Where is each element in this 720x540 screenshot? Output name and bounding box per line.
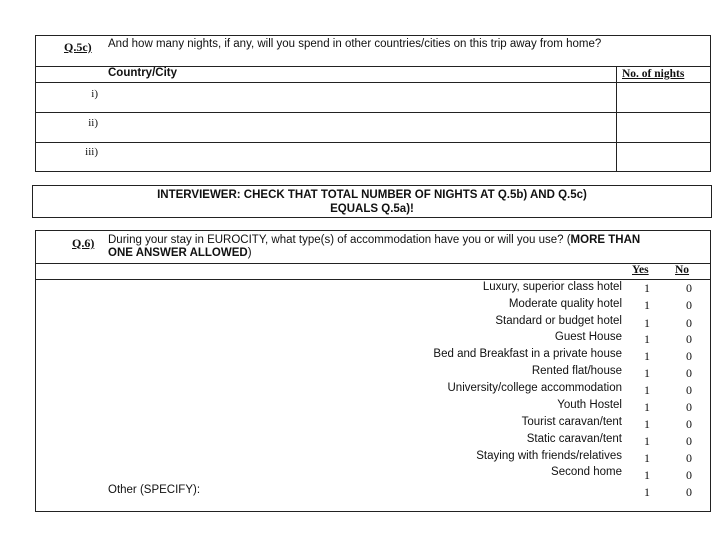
q6-question-bold-2: ONE ANSWER ALLOWED [108,247,248,259]
q6-option-no-code[interactable]: 0 [686,281,692,295]
q6-other-no-code[interactable]: 0 [686,485,692,499]
q6-option-yes-code[interactable]: 1 [644,434,650,448]
q6-option-label: Static caravan/tent [526,433,622,445]
q6-option-no-code[interactable]: 0 [686,434,692,448]
q6-question-label: Q.6) [72,236,95,250]
q6-option-no-code[interactable]: 0 [686,366,692,380]
q5c-nights-input-ii[interactable] [618,114,708,140]
q5c-country-input-ii[interactable] [100,114,612,140]
q6-option-label: Rented flat/house [531,365,622,377]
interviewer-instruction-line-1: INTERVIEWER: CHECK THAT TOTAL NUMBER OF NIGHTS AT Q.5b) AND Q.5c) [157,189,587,201]
q6-subheader-divider [35,279,711,280]
q6-option-yes-code[interactable]: 1 [644,349,650,363]
q6-option-label: Moderate quality hotel [508,298,622,310]
q5c-question-text: And how many nights, if any, will you spend in other countries/cities on this trip away from home? [108,38,602,50]
q6-option-label: Staying with friends/relatives [476,450,622,462]
q5c-country-input-i[interactable] [100,84,612,110]
q6-option-no-code[interactable]: 0 [686,316,692,330]
q6-question-end: ) [247,247,252,259]
q6-option-yes-code[interactable]: 1 [644,332,650,346]
q6-option-label: Bed and Breakfast in a private house [433,348,622,360]
q5c-country-input-iii[interactable] [100,144,612,170]
q5c-nights-column-header-text: No. of nights [622,68,685,80]
q6-question-plain: During your stay in EUROCITY, what type(s) of accommodation have you or will you use? ( [108,234,571,246]
q6-option-yes-code[interactable]: 1 [644,366,650,380]
q6-option-label: University/college accommodation [447,382,622,394]
q6-option-yes-code[interactable]: 1 [644,417,650,431]
q5c-row-label-i: i) [91,88,98,100]
q6-option-label: Guest House [554,331,622,343]
interviewer-instruction-line-2: EQUALS Q.5a)! [330,203,414,215]
q6-option-yes-code[interactable]: 1 [644,281,650,295]
q5c-row-label-iii: iii) [85,146,98,158]
q6-other-label: Other (SPECIFY): [108,484,201,496]
q5c-row-divider-3 [35,142,711,143]
q6-question-bold-1: MORE THAN [570,234,641,246]
q6-option-no-code[interactable]: 0 [686,451,692,465]
q6-option-no-code[interactable]: 0 [686,332,692,346]
q6-other-yes-code[interactable]: 1 [644,485,650,499]
q5c-row-label-ii: ii) [88,117,98,129]
q5c-nights-column-header [622,68,684,80]
q6-header-divider [35,263,711,264]
q5c-question-label: Q.5c) [64,40,92,54]
q5c-row-divider-2 [35,112,711,113]
q6-option-label: Standard or budget hotel [495,315,622,327]
q6-option-yes-code[interactable]: 1 [644,468,650,482]
q6-option-no-code[interactable]: 0 [686,298,692,312]
q6-option-label: Second home [551,466,622,478]
q6-option-no-code[interactable]: 0 [686,400,692,414]
q6-option-no-code[interactable]: 0 [686,468,692,482]
q6-option-yes-code[interactable]: 1 [644,400,650,414]
q5c-column-divider [616,66,617,172]
q5c-country-column-header: Country/City [108,67,177,79]
q6-no-column-header: No [675,264,690,276]
q6-option-yes-code[interactable]: 1 [644,451,650,465]
q6-other-specify-input[interactable] [210,482,620,500]
q6-option-yes-code[interactable]: 1 [644,298,650,312]
q5c-row-divider-1 [35,82,711,83]
q6-option-label: Tourist caravan/tent [521,416,622,428]
q6-option-no-code[interactable]: 0 [686,417,692,431]
q5c-nights-input-i[interactable] [618,84,708,110]
q6-option-no-code[interactable]: 0 [686,383,692,397]
q6-option-no-code[interactable]: 0 [686,349,692,363]
q6-option-label: Luxury, superior class hotel [482,281,622,293]
q6-yes-column-header: Yes [632,264,649,276]
q6-option-yes-code[interactable]: 1 [644,316,650,330]
q5c-nights-input-iii[interactable] [618,144,708,170]
q6-question-text [108,234,668,260]
q6-option-yes-code[interactable]: 1 [644,383,650,397]
q6-option-label: Youth Hostel [557,399,622,411]
